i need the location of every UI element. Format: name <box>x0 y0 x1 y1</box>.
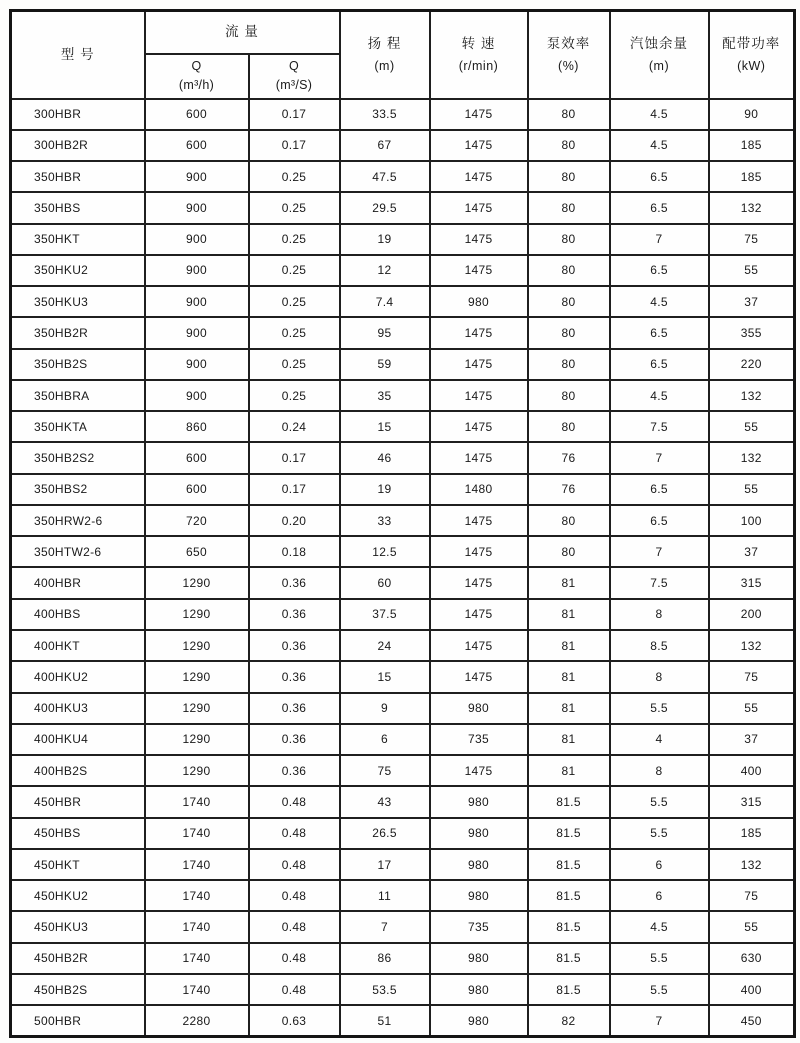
cell-power: 90 <box>709 99 795 130</box>
cell-flow-qs: 0.25 <box>249 192 340 223</box>
cell-power: 400 <box>709 755 795 786</box>
cell-npsh: 6.5 <box>610 317 709 348</box>
cell-power: 37 <box>709 724 795 755</box>
cell-speed: 1475 <box>430 661 528 692</box>
cell-flow-qh: 900 <box>145 349 249 380</box>
cell-flow-qh: 1740 <box>145 786 249 817</box>
cell-model: 350HRW2-6 <box>11 505 145 536</box>
cell-speed: 980 <box>430 943 528 974</box>
cell-speed: 1475 <box>430 599 528 630</box>
table-row <box>11 599 795 630</box>
col-header-flow-qs-unit: (m³/S) <box>275 78 313 92</box>
cell-model: 350HKT <box>11 224 145 255</box>
table-row <box>11 849 795 880</box>
cell-speed: 1475 <box>430 442 528 473</box>
cell-npsh: 7.5 <box>610 411 709 442</box>
cell-model: 400HKU3 <box>11 693 145 724</box>
cell-flow-qs: 0.17 <box>249 474 340 505</box>
cell-speed: 1475 <box>430 130 528 161</box>
cell-head: 37.5 <box>340 599 430 630</box>
col-header-model-label: 型 号 <box>60 46 95 62</box>
cell-speed: 1480 <box>430 474 528 505</box>
cell-head: 33 <box>340 505 430 536</box>
cell-power: 220 <box>709 349 795 380</box>
cell-model: 500HBR <box>11 1005 145 1036</box>
cell-model: 400HB2S <box>11 755 145 786</box>
cell-npsh: 6.5 <box>610 161 709 192</box>
cell-speed: 1475 <box>430 380 528 411</box>
cell-head: 75 <box>340 755 430 786</box>
cell-model: 350HBR <box>11 161 145 192</box>
cell-flow-qh: 600 <box>145 474 249 505</box>
cell-efficiency: 81.5 <box>528 911 610 942</box>
cell-head: 53.5 <box>340 974 430 1005</box>
table-row <box>11 286 795 317</box>
cell-npsh: 8.5 <box>610 630 709 661</box>
cell-power: 200 <box>709 599 795 630</box>
col-header-power <box>709 11 795 99</box>
cell-flow-qs: 0.48 <box>249 911 340 942</box>
cell-head: 12.5 <box>340 536 430 567</box>
cell-efficiency: 81.5 <box>528 974 610 1005</box>
cell-flow-qs: 0.17 <box>249 99 340 130</box>
cell-flow-qs: 0.25 <box>249 349 340 380</box>
cell-efficiency: 80 <box>528 255 610 286</box>
cell-efficiency: 80 <box>528 161 610 192</box>
cell-flow-qs: 0.48 <box>249 943 340 974</box>
table-row <box>11 380 795 411</box>
cell-efficiency: 80 <box>528 317 610 348</box>
cell-head: 15 <box>340 411 430 442</box>
cell-speed: 1475 <box>430 224 528 255</box>
cell-model: 450HB2R <box>11 943 145 974</box>
cell-model: 400HKU2 <box>11 661 145 692</box>
cell-head: 7.4 <box>340 286 430 317</box>
cell-npsh: 5.5 <box>610 818 709 849</box>
cell-speed: 1475 <box>430 755 528 786</box>
cell-npsh: 6 <box>610 849 709 880</box>
cell-head: 11 <box>340 880 430 911</box>
cell-flow-qs: 0.25 <box>249 317 340 348</box>
cell-power: 355 <box>709 317 795 348</box>
cell-flow-qs: 0.48 <box>249 974 340 1005</box>
cell-head: 47.5 <box>340 161 430 192</box>
cell-efficiency: 81.5 <box>528 786 610 817</box>
cell-flow-qh: 1740 <box>145 974 249 1005</box>
cell-head: 19 <box>340 474 430 505</box>
cell-npsh: 7 <box>610 536 709 567</box>
cell-model: 350HBRA <box>11 380 145 411</box>
cell-npsh: 4.5 <box>610 286 709 317</box>
cell-flow-qs: 0.25 <box>249 224 340 255</box>
cell-flow-qs: 0.36 <box>249 755 340 786</box>
cell-efficiency: 80 <box>528 286 610 317</box>
cell-speed: 1475 <box>430 536 528 567</box>
col-header-npsh-label: 汽蚀余量 <box>630 35 689 51</box>
table-row <box>11 505 795 536</box>
cell-efficiency: 80 <box>528 349 610 380</box>
cell-speed: 980 <box>430 880 528 911</box>
cell-power: 315 <box>709 786 795 817</box>
cell-model: 450HKU3 <box>11 911 145 942</box>
col-header-head-unit: (m) <box>374 58 395 73</box>
cell-speed: 1475 <box>430 630 528 661</box>
cell-npsh: 4.5 <box>610 380 709 411</box>
col-header-flow-qh <box>145 54 249 99</box>
cell-efficiency: 81 <box>528 599 610 630</box>
cell-speed: 735 <box>430 724 528 755</box>
cell-npsh: 6.5 <box>610 474 709 505</box>
col-header-npsh <box>610 11 709 99</box>
cell-head: 43 <box>340 786 430 817</box>
cell-efficiency: 81.5 <box>528 818 610 849</box>
cell-flow-qh: 1290 <box>145 661 249 692</box>
cell-flow-qh: 1290 <box>145 630 249 661</box>
table-row <box>11 474 795 505</box>
cell-flow-qs: 0.25 <box>249 286 340 317</box>
cell-power: 55 <box>709 411 795 442</box>
cell-flow-qh: 900 <box>145 380 249 411</box>
cell-head: 59 <box>340 349 430 380</box>
col-header-flow-qh-symbol: Q <box>191 59 202 73</box>
cell-flow-qh: 1290 <box>145 755 249 786</box>
cell-power: 55 <box>709 911 795 942</box>
cell-flow-qs: 0.20 <box>249 505 340 536</box>
cell-npsh: 6.5 <box>610 192 709 223</box>
cell-power: 185 <box>709 161 795 192</box>
table-row <box>11 442 795 473</box>
cell-speed: 980 <box>430 818 528 849</box>
cell-model: 450HKT <box>11 849 145 880</box>
cell-power: 315 <box>709 567 795 598</box>
table-row <box>11 911 795 942</box>
col-header-flow-qs <box>249 54 340 99</box>
cell-model: 350HKTA <box>11 411 145 442</box>
cell-head: 17 <box>340 849 430 880</box>
cell-model: 400HBS <box>11 599 145 630</box>
cell-npsh: 5.5 <box>610 786 709 817</box>
cell-npsh: 5.5 <box>610 974 709 1005</box>
table-row <box>11 974 795 1005</box>
cell-flow-qs: 0.24 <box>249 411 340 442</box>
table-row <box>11 880 795 911</box>
cell-head: 60 <box>340 567 430 598</box>
cell-npsh: 8 <box>610 755 709 786</box>
col-header-speed-label: 转 速 <box>461 35 496 51</box>
cell-flow-qh: 2280 <box>145 1005 249 1036</box>
col-header-head-label: 扬 程 <box>367 35 402 51</box>
cell-speed: 1475 <box>430 505 528 536</box>
cell-flow-qh: 1740 <box>145 880 249 911</box>
cell-flow-qh: 1740 <box>145 818 249 849</box>
cell-speed: 980 <box>430 286 528 317</box>
cell-head: 29.5 <box>340 192 430 223</box>
cell-flow-qh: 1290 <box>145 567 249 598</box>
table-row <box>11 693 795 724</box>
cell-efficiency: 81 <box>528 661 610 692</box>
cell-head: 95 <box>340 317 430 348</box>
table-row <box>11 255 795 286</box>
cell-npsh: 6.5 <box>610 505 709 536</box>
table-body <box>11 99 795 1037</box>
cell-flow-qh: 1740 <box>145 911 249 942</box>
cell-npsh: 6 <box>610 880 709 911</box>
cell-flow-qs: 0.36 <box>249 567 340 598</box>
cell-speed: 980 <box>430 786 528 817</box>
cell-power: 75 <box>709 224 795 255</box>
cell-power: 132 <box>709 630 795 661</box>
cell-efficiency: 81.5 <box>528 880 610 911</box>
cell-speed: 1475 <box>430 99 528 130</box>
cell-model: 450HBS <box>11 818 145 849</box>
cell-flow-qs: 0.36 <box>249 599 340 630</box>
table-row <box>11 130 795 161</box>
cell-flow-qs: 0.17 <box>249 130 340 161</box>
cell-power: 75 <box>709 880 795 911</box>
cell-efficiency: 76 <box>528 442 610 473</box>
cell-power: 132 <box>709 380 795 411</box>
cell-npsh: 4.5 <box>610 99 709 130</box>
table-row <box>11 411 795 442</box>
cell-efficiency: 81 <box>528 724 610 755</box>
cell-head: 46 <box>340 442 430 473</box>
cell-speed: 1475 <box>430 411 528 442</box>
cell-flow-qs: 0.48 <box>249 786 340 817</box>
cell-npsh: 7 <box>610 1005 709 1036</box>
table-row <box>11 349 795 380</box>
cell-flow-qs: 0.48 <box>249 880 340 911</box>
cell-head: 33.5 <box>340 99 430 130</box>
cell-power: 132 <box>709 192 795 223</box>
table-row <box>11 161 795 192</box>
table-row <box>11 192 795 223</box>
table-row <box>11 786 795 817</box>
cell-head: 24 <box>340 630 430 661</box>
table-row <box>11 224 795 255</box>
cell-head: 9 <box>340 693 430 724</box>
cell-power: 55 <box>709 693 795 724</box>
cell-flow-qs: 0.48 <box>249 818 340 849</box>
col-header-model <box>11 11 145 99</box>
cell-flow-qs: 0.25 <box>249 161 340 192</box>
cell-flow-qs: 0.36 <box>249 724 340 755</box>
cell-flow-qh: 900 <box>145 255 249 286</box>
table-row <box>11 661 795 692</box>
cell-power: 132 <box>709 442 795 473</box>
cell-flow-qs: 0.36 <box>249 693 340 724</box>
col-header-speed-unit: (r/min) <box>458 58 499 73</box>
cell-npsh: 4.5 <box>610 911 709 942</box>
cell-model: 350HB2S2 <box>11 442 145 473</box>
cell-flow-qh: 1290 <box>145 724 249 755</box>
cell-speed: 980 <box>430 849 528 880</box>
cell-npsh: 6.5 <box>610 255 709 286</box>
col-header-head <box>340 11 430 99</box>
cell-efficiency: 81 <box>528 630 610 661</box>
cell-flow-qs: 0.63 <box>249 1005 340 1036</box>
cell-model: 350HBS <box>11 192 145 223</box>
cell-speed: 980 <box>430 693 528 724</box>
cell-flow-qh: 1290 <box>145 599 249 630</box>
cell-flow-qs: 0.25 <box>249 380 340 411</box>
cell-model: 350HKU2 <box>11 255 145 286</box>
cell-efficiency: 80 <box>528 130 610 161</box>
cell-head: 19 <box>340 224 430 255</box>
cell-efficiency: 81.5 <box>528 943 610 974</box>
cell-efficiency: 80 <box>528 224 610 255</box>
cell-npsh: 7.5 <box>610 567 709 598</box>
cell-power: 450 <box>709 1005 795 1036</box>
cell-speed: 1475 <box>430 161 528 192</box>
col-header-npsh-unit: (m) <box>648 58 670 73</box>
cell-head: 86 <box>340 943 430 974</box>
cell-npsh: 6.5 <box>610 349 709 380</box>
cell-speed: 735 <box>430 911 528 942</box>
cell-model: 400HBR <box>11 567 145 598</box>
cell-flow-qs: 0.36 <box>249 630 340 661</box>
cell-npsh: 8 <box>610 661 709 692</box>
col-header-power-unit: (kW) <box>737 58 766 73</box>
table-row <box>11 630 795 661</box>
cell-model: 400HKU4 <box>11 724 145 755</box>
cell-model: 400HKT <box>11 630 145 661</box>
cell-power: 37 <box>709 286 795 317</box>
cell-flow-qs: 0.18 <box>249 536 340 567</box>
cell-power: 185 <box>709 130 795 161</box>
col-header-efficiency-label: 泵效率 <box>546 35 591 51</box>
cell-power: 37 <box>709 536 795 567</box>
cell-efficiency: 80 <box>528 505 610 536</box>
cell-efficiency: 81 <box>528 693 610 724</box>
cell-model: 300HBR <box>11 99 145 130</box>
col-header-efficiency-unit: (%) <box>558 58 579 73</box>
pump-spec-table <box>9 9 796 1038</box>
cell-efficiency: 82 <box>528 1005 610 1036</box>
cell-model: 300HB2R <box>11 130 145 161</box>
cell-efficiency: 80 <box>528 99 610 130</box>
cell-flow-qh: 900 <box>145 161 249 192</box>
cell-head: 26.5 <box>340 818 430 849</box>
cell-power: 400 <box>709 974 795 1005</box>
cell-efficiency: 81.5 <box>528 849 610 880</box>
cell-power: 55 <box>709 255 795 286</box>
cell-speed: 980 <box>430 974 528 1005</box>
cell-flow-qh: 650 <box>145 536 249 567</box>
cell-npsh: 5.5 <box>610 693 709 724</box>
cell-head: 51 <box>340 1005 430 1036</box>
cell-flow-qs: 0.36 <box>249 661 340 692</box>
table-header <box>11 11 795 99</box>
table-row <box>11 755 795 786</box>
cell-model: 350HBS2 <box>11 474 145 505</box>
cell-npsh: 5.5 <box>610 943 709 974</box>
cell-flow-qh: 900 <box>145 224 249 255</box>
cell-model: 450HKU2 <box>11 880 145 911</box>
cell-power: 75 <box>709 661 795 692</box>
col-header-efficiency <box>528 11 610 99</box>
cell-flow-qh: 600 <box>145 442 249 473</box>
cell-head: 6 <box>340 724 430 755</box>
header-row-1 <box>11 11 795 54</box>
table-row <box>11 317 795 348</box>
cell-power: 185 <box>709 818 795 849</box>
cell-head: 7 <box>340 911 430 942</box>
cell-speed: 1475 <box>430 349 528 380</box>
cell-model: 450HB2S <box>11 974 145 1005</box>
table-row <box>11 1005 795 1036</box>
cell-flow-qs: 0.48 <box>249 849 340 880</box>
table-row <box>11 943 795 974</box>
cell-power: 100 <box>709 505 795 536</box>
cell-head: 12 <box>340 255 430 286</box>
cell-efficiency: 81 <box>528 567 610 598</box>
table-row <box>11 567 795 598</box>
table-row <box>11 724 795 755</box>
cell-efficiency: 76 <box>528 474 610 505</box>
col-header-flow-label: 流 量 <box>225 24 259 40</box>
cell-npsh: 4 <box>610 724 709 755</box>
cell-npsh: 7 <box>610 224 709 255</box>
cell-head: 15 <box>340 661 430 692</box>
table-row <box>11 818 795 849</box>
cell-flow-qs: 0.17 <box>249 442 340 473</box>
cell-speed: 1475 <box>430 567 528 598</box>
cell-npsh: 8 <box>610 599 709 630</box>
table-row <box>11 536 795 567</box>
cell-power: 132 <box>709 849 795 880</box>
cell-efficiency: 80 <box>528 536 610 567</box>
table-row <box>11 99 795 130</box>
cell-model: 350HKU3 <box>11 286 145 317</box>
col-header-flow <box>145 11 340 54</box>
col-header-speed <box>430 11 528 99</box>
cell-flow-qh: 900 <box>145 192 249 223</box>
cell-power: 630 <box>709 943 795 974</box>
col-header-flow-qh-unit: (m³/h) <box>178 78 215 92</box>
cell-flow-qh: 600 <box>145 99 249 130</box>
cell-efficiency: 80 <box>528 192 610 223</box>
cell-npsh: 7 <box>610 442 709 473</box>
cell-flow-qh: 860 <box>145 411 249 442</box>
cell-flow-qh: 720 <box>145 505 249 536</box>
cell-flow-qh: 1740 <box>145 849 249 880</box>
cell-flow-qh: 600 <box>145 130 249 161</box>
col-header-power-label: 配带功率 <box>722 35 781 51</box>
col-header-flow-qs-symbol: Q <box>288 59 300 73</box>
cell-efficiency: 81 <box>528 755 610 786</box>
cell-efficiency: 80 <box>528 411 610 442</box>
cell-power: 55 <box>709 474 795 505</box>
cell-flow-qs: 0.25 <box>249 255 340 286</box>
cell-model: 350HB2S <box>11 349 145 380</box>
cell-flow-qh: 1740 <box>145 943 249 974</box>
cell-model: 450HBR <box>11 786 145 817</box>
cell-efficiency: 80 <box>528 380 610 411</box>
cell-npsh: 4.5 <box>610 130 709 161</box>
cell-model: 350HTW2-6 <box>11 536 145 567</box>
cell-head: 67 <box>340 130 430 161</box>
cell-flow-qh: 900 <box>145 317 249 348</box>
cell-flow-qh: 900 <box>145 286 249 317</box>
cell-model: 350HB2R <box>11 317 145 348</box>
cell-speed: 980 <box>430 1005 528 1036</box>
cell-speed: 1475 <box>430 192 528 223</box>
cell-speed: 1475 <box>430 255 528 286</box>
cell-speed: 1475 <box>430 317 528 348</box>
cell-head: 35 <box>340 380 430 411</box>
cell-flow-qh: 1290 <box>145 693 249 724</box>
